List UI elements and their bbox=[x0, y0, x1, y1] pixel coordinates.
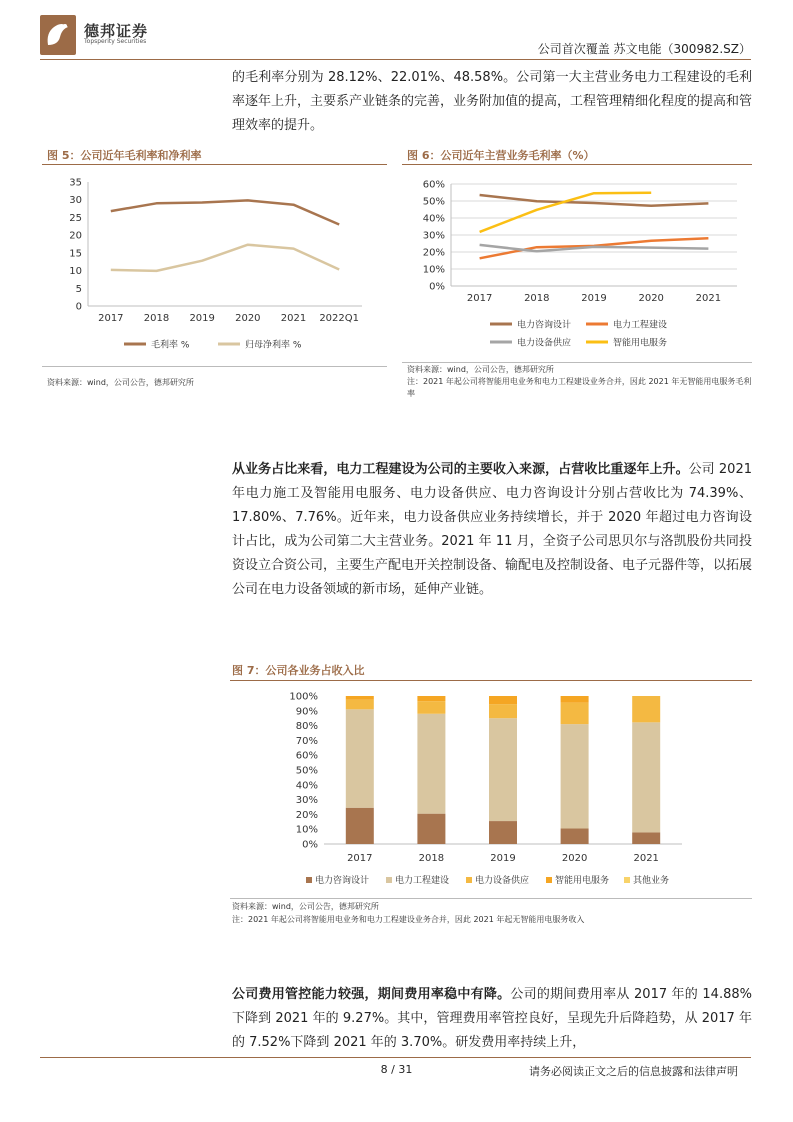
x-tick-label: 2017 bbox=[466, 293, 493, 304]
bar-segment bbox=[561, 696, 589, 703]
legend-swatch bbox=[386, 877, 392, 883]
bar-segment bbox=[346, 700, 374, 710]
legend-label: 电力设备供应 bbox=[517, 338, 572, 349]
bar-segment bbox=[561, 724, 589, 828]
bar-segment bbox=[346, 808, 374, 844]
x-tick-label: 2019 bbox=[189, 313, 215, 324]
x-tick-label: 2018 bbox=[418, 853, 445, 864]
legend-swatch bbox=[624, 877, 630, 883]
logo-icon bbox=[40, 15, 76, 55]
figure6-chart bbox=[402, 168, 752, 358]
paragraph-text: 公司的期间费用率从 2017 年的 14.88%下降到 2021 年的 9.27%。其中，管理费用率管控良好，呈现先升后降趋势，从 2017 年的 7.52%下降到 2021 年的 3.70%。研发费用率持续上升， bbox=[232, 987, 752, 1050]
series-line--d9c6a0 bbox=[111, 245, 339, 271]
x-tick-label: 2017 bbox=[347, 853, 373, 864]
bar-segment bbox=[417, 814, 445, 844]
y-tick-label: 0% bbox=[429, 281, 445, 293]
x-tick-label: 2020 bbox=[235, 313, 261, 324]
x-tick-label: 2021 bbox=[633, 853, 659, 864]
legend-swatch bbox=[546, 877, 552, 883]
y-tick-label: 20 bbox=[69, 230, 82, 242]
y-tick-label: 15 bbox=[69, 248, 82, 260]
bar-segment bbox=[489, 718, 517, 821]
y-tick-label: 30% bbox=[295, 795, 318, 807]
x-tick-label: 2017 bbox=[98, 313, 124, 324]
paragraph-gross-margin bbox=[232, 66, 752, 138]
y-tick-label: 20% bbox=[295, 809, 318, 821]
legend-label: 智能用电服务 bbox=[613, 338, 668, 349]
header-divider bbox=[40, 59, 751, 60]
legend-label: 其他业务 bbox=[633, 876, 670, 886]
figure5-bottom-rule bbox=[42, 366, 387, 367]
x-tick-label: 2022Q1 bbox=[319, 313, 360, 324]
logo-subtext: Topsperity Securities bbox=[84, 38, 147, 45]
x-tick-label: 2020 bbox=[561, 853, 588, 864]
legend-label: 归母净利率 % bbox=[245, 340, 302, 351]
series-line--a8754f bbox=[111, 200, 339, 224]
series-line--a5a5a5 bbox=[480, 245, 709, 251]
paragraph-lead: 从业务占比来看，电力工程建设为公司的主要收入来源，占营收比重逐年上升。 bbox=[232, 462, 689, 477]
figure7-source: 资料来源：wind，公司公告，德邦研究所 bbox=[232, 902, 379, 911]
bar-segment bbox=[417, 714, 445, 814]
x-tick-label: 2018 bbox=[143, 313, 170, 324]
figure6-title: 图 6：公司近年主营业务毛利率（%） bbox=[407, 149, 595, 162]
figure6-note: 注：2021 年起公司将智能用电业务和电力工程建设业务合并，因此 2021 年无智能用电服务毛利率 bbox=[407, 377, 752, 398]
y-tick-label: 35 bbox=[69, 177, 82, 189]
y-tick-label: 20% bbox=[422, 247, 445, 259]
figure5-source: 资料来源：wind，公司公告，德邦研究所 bbox=[47, 378, 194, 387]
x-tick-label: 2020 bbox=[638, 293, 664, 304]
y-tick-label: 90% bbox=[295, 706, 318, 718]
legend-label: 电力工程建设 bbox=[395, 876, 450, 886]
y-tick-label: 10% bbox=[422, 264, 445, 276]
footer-divider bbox=[40, 1057, 751, 1058]
y-tick-label: 40% bbox=[295, 780, 318, 792]
legend-label: 电力设备供应 bbox=[475, 876, 530, 886]
bar-segment bbox=[561, 703, 589, 724]
bar-segment bbox=[632, 722, 660, 832]
y-tick-label: 10 bbox=[69, 266, 82, 278]
y-tick-label: 30 bbox=[69, 195, 82, 207]
y-tick-label: 50% bbox=[422, 196, 445, 208]
y-tick-label: 50% bbox=[295, 765, 318, 777]
x-tick-label: 2021 bbox=[695, 293, 722, 304]
bar-segment bbox=[561, 828, 589, 844]
y-tick-label: 25 bbox=[69, 212, 82, 224]
bar-segment bbox=[346, 696, 374, 700]
y-tick-label: 30% bbox=[422, 230, 445, 242]
figure7-top-rule bbox=[230, 680, 752, 681]
bar-segment bbox=[346, 709, 374, 807]
report-title: 公司首次覆盖 苏文电能（300982.SZ） bbox=[537, 42, 751, 56]
legend-label: 毛利率 % bbox=[151, 340, 190, 351]
bar-segment bbox=[632, 832, 660, 844]
y-tick-label: 0% bbox=[302, 839, 318, 851]
legend-label: 电力工程建设 bbox=[613, 320, 668, 331]
figure5-top-rule bbox=[42, 164, 387, 165]
y-tick-label: 100% bbox=[289, 691, 318, 703]
page-number: 8 / 31 bbox=[380, 1063, 413, 1076]
legend-swatch bbox=[306, 877, 312, 883]
series-line--a8754f bbox=[480, 195, 709, 206]
figure7-title: 图 7：公司各业务占收入比 bbox=[232, 664, 365, 677]
footer-disclaimer: 请务必阅读正文之后的信息披露和法律声明 bbox=[529, 1065, 738, 1078]
y-tick-label: 40% bbox=[422, 213, 445, 225]
paragraph-text: 公司 2021 年电力施工及智能用电服务、电力设备供应、电力咨询设计分别占营收比为 74.39%、17.80%、7.76%。近年来，电力设备供应业务持续增长，并于 2020 年超过电力咨询设计占比，成为公司第二大主营业务。2021 年 11 月，全资子公司思贝尔与洛凯股份共同投资设立合资公司，主要生产配电开关控制设备、输配电及控制设备、电子元器件等，以拓展公司在电力设备领域的新市场，延伸产业链。 bbox=[232, 462, 753, 597]
paragraph-text: 的毛利率分别为 28.12%、22.01%、48.58%。公司第一大主营业务电力工程建设的毛利率逐年上升，主要系产业链条的完善，业务附加值的提高，工程管理精细化程度的提高和管理效率的提升。 bbox=[232, 70, 753, 133]
figure6-source: 资料来源：wind，公司公告，德邦研究所 bbox=[407, 365, 554, 374]
bar-segment bbox=[489, 821, 517, 844]
x-tick-label: 2018 bbox=[524, 293, 550, 304]
figure5-chart bbox=[42, 168, 387, 358]
legend-swatch bbox=[466, 877, 472, 883]
logo-text: 德邦证券 bbox=[84, 22, 149, 40]
bar-segment bbox=[417, 701, 445, 714]
y-tick-label: 10% bbox=[295, 824, 318, 836]
bar-segment bbox=[489, 704, 517, 718]
figure7-chart bbox=[230, 684, 752, 894]
paragraph-expense-ratio bbox=[232, 983, 752, 1055]
y-tick-label: 0 bbox=[75, 301, 82, 313]
y-tick-label: 60% bbox=[422, 179, 445, 191]
bar-segment bbox=[489, 696, 517, 704]
y-tick-label: 60% bbox=[295, 750, 318, 762]
x-tick-label: 2019 bbox=[581, 293, 607, 304]
legend-label: 电力咨询设计 bbox=[315, 876, 370, 886]
x-tick-label: 2019 bbox=[490, 853, 516, 864]
bar-segment bbox=[417, 696, 445, 701]
paragraph-revenue-share bbox=[232, 458, 752, 602]
paragraph-lead: 公司费用管控能力较强，期间费用率稳中有降。 bbox=[232, 987, 511, 1002]
figure6-bottom-rule bbox=[402, 362, 752, 363]
legend-label: 智能用电服务 bbox=[555, 876, 610, 886]
y-tick-label: 5 bbox=[75, 283, 82, 295]
legend-label: 电力咨询设计 bbox=[517, 320, 572, 331]
y-tick-label: 80% bbox=[295, 721, 318, 733]
y-tick-label: 70% bbox=[295, 735, 318, 747]
figure5-title: 图 5：公司近年毛利率和净利率 bbox=[47, 149, 202, 162]
figure7-bottom-rule bbox=[230, 898, 752, 899]
figure7-note: 注：2021 年起公司将智能用电业务和电力工程建设业务合并，因此 2021 年起无智能用电服务收入 bbox=[232, 915, 585, 924]
bar-segment bbox=[632, 696, 660, 722]
figure6-top-rule bbox=[402, 164, 752, 165]
x-tick-label: 2021 bbox=[280, 313, 307, 324]
